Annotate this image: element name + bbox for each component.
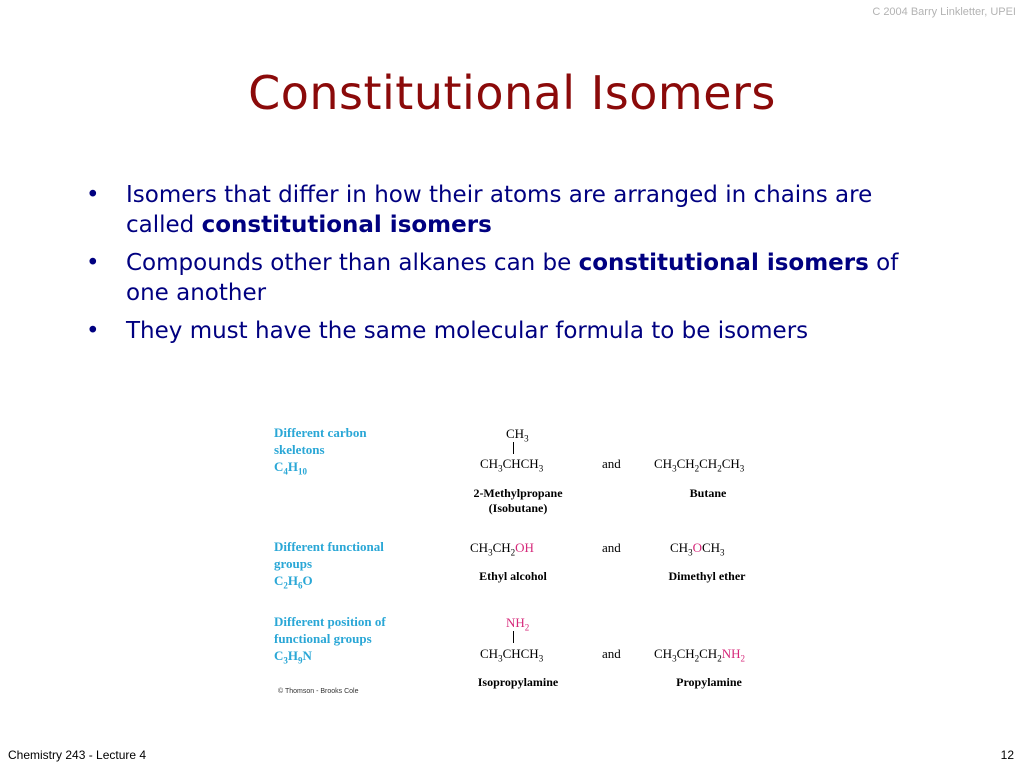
row3-left-name: Isopropylamine xyxy=(477,675,559,689)
bullet-text: Compounds other than alkanes can be xyxy=(126,250,579,276)
bullet-icon: • xyxy=(86,250,100,276)
bullet-item-2 xyxy=(86,248,946,308)
molecular-formula: $C_2H_6O$ xyxy=(274,573,313,591)
row3-right-main: $CH_3CH_2CH_2NH_2$ xyxy=(654,646,745,664)
bullet-text: Isomers that differ in how their atoms are arranged in chains are called xyxy=(126,182,873,238)
and-word: and xyxy=(602,540,621,555)
name-line1: 2-Methylpropane xyxy=(473,486,563,500)
bullet-list xyxy=(86,180,946,354)
and-word: and xyxy=(602,456,621,471)
row1-left-top: $CH_3$ xyxy=(506,426,529,444)
image-credit: © Thomson - Brooks Cole xyxy=(278,688,359,695)
bullet-bold-term: constitutional isomers xyxy=(201,212,492,238)
row3-right-name: Propylamine xyxy=(676,675,742,689)
row1-category xyxy=(274,424,367,481)
slide-title: Constitutional Isomers xyxy=(248,66,776,120)
category-line2: skeletons xyxy=(274,442,325,457)
bullet-item-3 xyxy=(86,316,946,346)
category-line2: functional groups xyxy=(274,631,372,646)
row1-right-main: $CH_3CH_2CH_2CH_3$ xyxy=(654,456,745,474)
row1-left-name xyxy=(458,486,578,516)
bullet-icon: • xyxy=(86,182,100,208)
row2-left-main: $CH_3CH_2OH$ xyxy=(470,540,534,558)
category-line1: Different functional xyxy=(274,539,384,554)
bullet-text-after: of one another xyxy=(126,250,899,306)
category-line2: groups xyxy=(274,556,313,571)
category-line1: Different position of xyxy=(274,614,386,629)
row2-right-main: $CH_3OCH_3$ xyxy=(670,540,725,558)
bullet-text: They must have the same molecular formula to be isomers xyxy=(126,318,809,344)
row2-left-name: Ethyl alcohol xyxy=(479,569,547,583)
row2-right-name: Dimethyl ether xyxy=(668,569,746,583)
bond-line xyxy=(513,631,514,643)
bullet-item-1 xyxy=(86,180,946,240)
row1-right-name: Butane xyxy=(689,486,727,500)
molecular-formula: $C_3H_9N$ xyxy=(274,648,312,666)
isomer-figure xyxy=(268,418,788,702)
row2-category xyxy=(274,538,384,595)
bullet-bold-term: constitutional isomers xyxy=(578,250,869,276)
slide-number: 12 xyxy=(1000,748,1014,762)
bullet-icon: • xyxy=(86,318,100,344)
bond-line xyxy=(513,442,514,454)
row1-left-main: $CH_3CHCH_3$ xyxy=(480,456,544,474)
footer-course-label: Chemistry 243 - Lecture 4 xyxy=(8,748,147,762)
copyright-notice: C 2004 Barry Linkletter, UPEI xyxy=(872,6,1016,18)
category-line1: Different carbon xyxy=(274,425,367,440)
row3-category xyxy=(274,613,386,670)
and-word: and xyxy=(602,646,621,661)
name-line2: (Isobutane) xyxy=(488,501,548,515)
row3-left-top: $NH_2$ xyxy=(506,615,530,633)
row3-left-main: $CH_3CHCH_3$ xyxy=(480,646,544,664)
molecular-formula: $C_4H_{10}$ xyxy=(274,459,308,477)
